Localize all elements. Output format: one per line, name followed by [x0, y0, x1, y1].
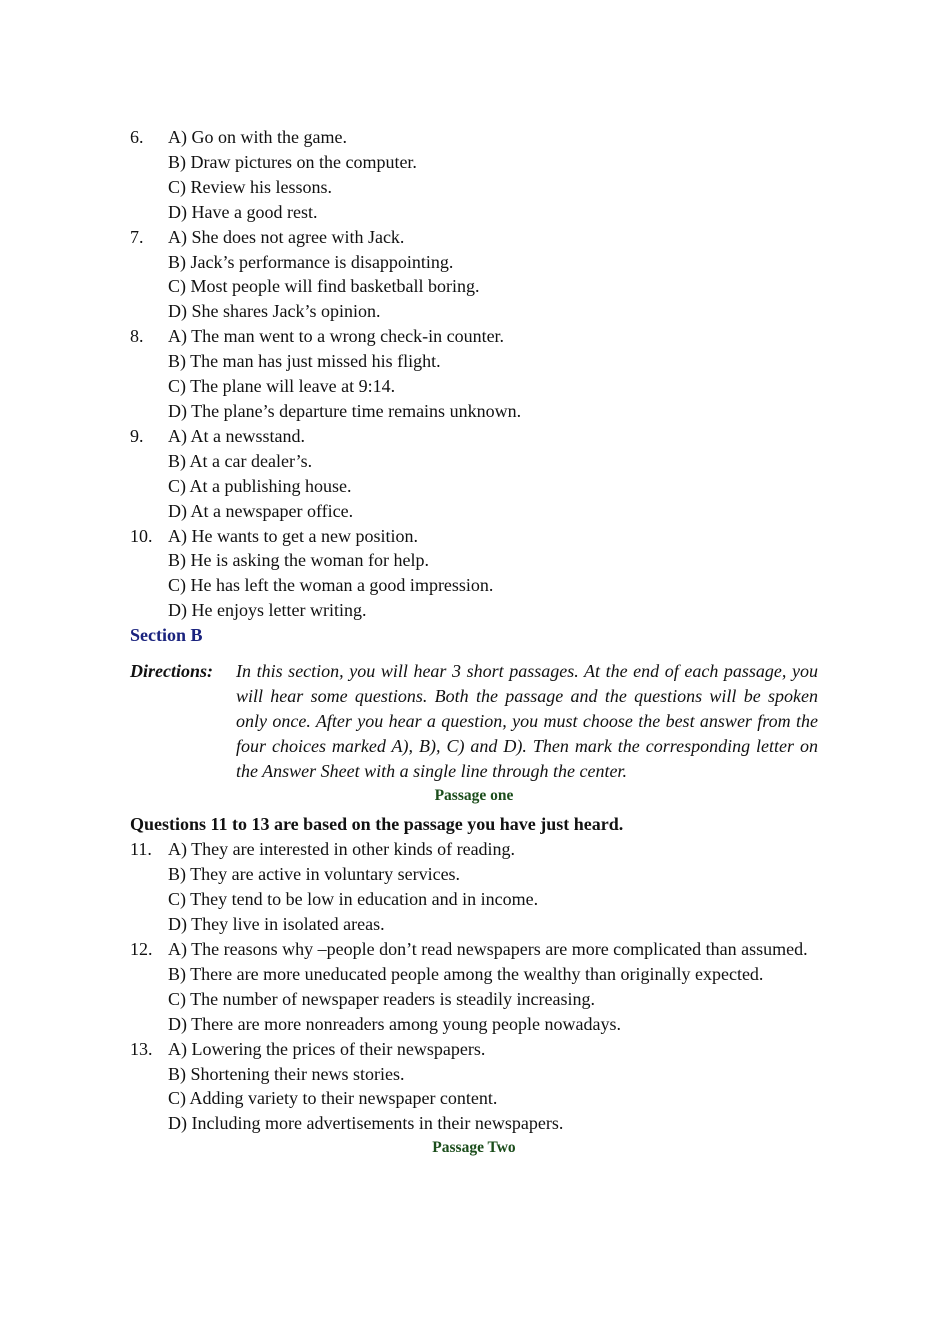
- answer-option: B) They are active in voluntary services.: [168, 864, 461, 885]
- question-item: [130, 324, 818, 424]
- answer-option: B) Shortening their news stories.: [168, 1063, 405, 1084]
- answer-option: A) He wants to get a new position.: [168, 525, 418, 546]
- questions-header: Questions 11 to 13 are based on the passage you have just heard.: [130, 814, 624, 835]
- answer-options: [168, 324, 818, 424]
- answer-option: C) They tend to be low in education and in income.: [168, 889, 539, 910]
- answer-options: [168, 837, 818, 937]
- answer-option: D) Have a good rest.: [168, 201, 318, 222]
- document-content: [130, 125, 818, 1161]
- question-list-part1: [130, 125, 818, 623]
- section-heading: Section B: [130, 625, 203, 646]
- question-number: 9.: [130, 425, 144, 446]
- answer-option: B) Draw pictures on the computer.: [168, 151, 417, 172]
- answer-option: C) The plane will leave at 9:14.: [168, 376, 396, 397]
- question-item: [130, 837, 818, 937]
- answer-option: A) They are interested in other kinds of reading.: [168, 839, 516, 860]
- question-item: [130, 1037, 818, 1137]
- question-number: 6.: [130, 127, 144, 147]
- answer-option: B) At a car dealer’s.: [168, 450, 313, 471]
- answer-option: D) At a newspaper office.: [168, 500, 354, 521]
- answer-option: A) The reasons why –people don’t read newspapers are more complicated than assumed.: [168, 939, 808, 959]
- answer-options: [168, 937, 818, 1037]
- question-number: 8.: [130, 326, 144, 347]
- answer-option: C) Most people will find basketball boring.: [168, 276, 480, 297]
- question-item: [130, 125, 818, 225]
- answer-option: C) He has left the woman a good impression.: [168, 575, 494, 596]
- answer-option: A) Go on with the game.: [168, 127, 347, 147]
- answer-option: B) Jack’s performance is disappointing.: [168, 251, 454, 272]
- answer-option: A) Lowering the prices of their newspapers.: [168, 1038, 486, 1059]
- question-item: [130, 524, 818, 624]
- answer-option: C) The number of newspaper readers is steadily increasing.: [168, 988, 596, 1009]
- answer-option: B) There are more uneducated people among the wealthy than originally expected.: [168, 963, 764, 984]
- directions-text: In this section, you will hear 3 short passages. At the end of each passage, you will hear some questions. Both the passage and the questions will be spoken only once. After you hear a question, you must choose the best answer from the four choices marked A), B), C) and D). Then mark the corresponding letter on the Answer Sheet with a single line through the center.: [236, 661, 818, 781]
- answer-option: C) Review his lessons.: [168, 176, 332, 197]
- answer-option: D) They live in isolated areas.: [168, 914, 385, 935]
- passage-heading: Passage Two: [432, 1139, 516, 1157]
- answer-option: A) At a newsstand.: [168, 425, 305, 446]
- question-item: [130, 937, 818, 1037]
- answer-options: [168, 424, 818, 524]
- answer-option: D) The plane’s departure time remains unknown.: [168, 400, 522, 421]
- answer-option: A) She does not agree with Jack.: [168, 226, 405, 247]
- question-list-part2: [130, 837, 818, 1136]
- directions: [130, 659, 818, 784]
- question-number: 11.: [130, 839, 152, 860]
- question-item: [130, 424, 818, 524]
- answer-option: D) She shares Jack’s opinion.: [168, 301, 381, 322]
- answer-option: C) At a publishing house.: [168, 475, 352, 496]
- passage-heading: Passage one: [434, 786, 514, 804]
- answer-options: [168, 225, 818, 325]
- answer-option: D) Including more advertisements in their newspapers.: [168, 1113, 564, 1134]
- directions-label: Directions:: [130, 661, 213, 682]
- answer-option: D) He enjoys letter writing.: [168, 600, 367, 621]
- answer-option: C) Adding variety to their newspaper content.: [168, 1088, 498, 1109]
- question-item: [130, 225, 818, 325]
- question-number: 10.: [130, 525, 153, 546]
- answer-option: B) The man has just missed his flight.: [168, 351, 441, 372]
- answer-option: A) The man went to a wrong check-in counter.: [168, 326, 505, 347]
- question-number: 7.: [130, 226, 144, 247]
- answer-options: [168, 524, 818, 624]
- answer-options: [168, 1037, 818, 1137]
- answer-options: [168, 125, 818, 225]
- answer-option: B) He is asking the woman for help.: [168, 550, 429, 571]
- question-number: 12.: [130, 939, 153, 959]
- answer-option: D) There are more nonreaders among young people nowadays.: [168, 1013, 622, 1034]
- question-number: 13.: [130, 1038, 153, 1059]
